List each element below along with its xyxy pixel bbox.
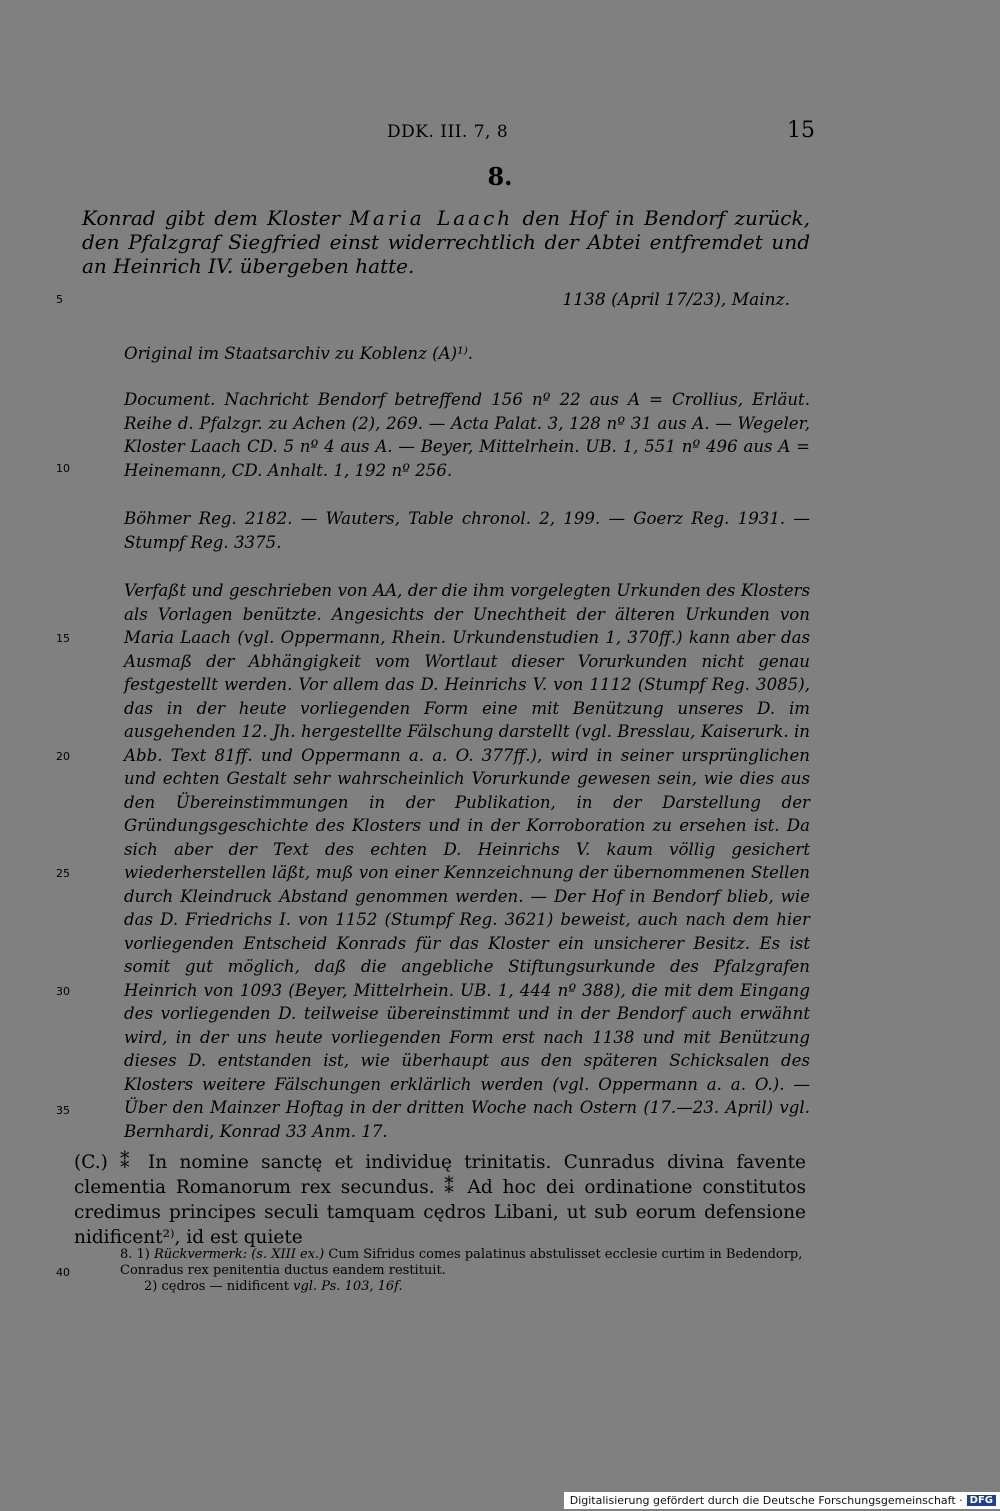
line-number-25: 25: [56, 867, 70, 880]
footnote-2: 2) cędros — nidificent vgl. Ps. 103, 16f.: [144, 1279, 403, 1294]
regest-monastery: Maria Laach: [349, 206, 514, 230]
document-number: 8.: [487, 162, 513, 191]
running-header: DDK. III. 7, 8: [387, 122, 509, 142]
regest-part2: den Hof in Bendorf zurück, den Pfalzgraf Siegfried einst widerrechtlich der Abtei entfremdet und an Heinrich IV. übergeben hatte.: [82, 206, 810, 278]
line-number-20: 20: [56, 750, 70, 763]
regesta-note: Böhmer Reg. 2182. — Wauters, Table chronol. 2, 199. — Goerz Reg. 1931. — Stumpf Reg. 3375.: [124, 509, 810, 552]
line-number-30: 30: [56, 985, 70, 998]
line-number-40: 40: [56, 1266, 70, 1279]
dfg-logo-icon: DFG: [967, 1495, 996, 1506]
line-number-5: 5: [56, 293, 63, 306]
footnote-1: 8. 1) Rückvermerk: (s. XIII ex.) Cum Sifridus comes palatinus abstulisset ecclesie curtim in Bedendorp, Conradus rex penitentia ductus eandem restituit.: [120, 1247, 803, 1278]
commentary: Verfaßt und geschrieben von AA, der die ihm vorgelegten Urkunden des Klosters als Vorlagen benützte. Angesichts der Unechtheit der älteren Urkunden von Maria Laach (vgl. Oppermann, Rhein. Urkundenstudien 1, 370ff.) kann aber das Ausmaß der Abhängigkeit vom Wortlaut dieser Vorurkunden nicht genau festgestellt werden. Vor allem das D. Heinrichs V. von 1112 (Stumpf Reg. 3085), das in der heute vorliegenden Form eine mit Benützung unseres D. im ausgehenden 12. Jh. hergestellte Fälschung darstellt (vgl. Bresslau, Kaiserurk. in Abb. Text 81ff. und Oppermann a. a. O. 377ff.), wird in seiner ursprünglichen und echten Gestalt sehr wahrscheinlich Vorurkunde gewesen sein, wie dies aus den Übereinstimmungen in der Publikation, in der Darstellung der Gründungsgeschichte des Klosters und in der Korroboration zu ersehen ist. Da sich aber der Text des echten D. Heinrichs V. kaum völlig gesichert wiederherstellen läßt, muß von einer Kennzeichnung der übernommenen Stellen durch Kleindruck Abstand genommen werden. — Der Hof in Bendorf blieb, wie das D. Friedrichs I. von 1152 (Stumpf Reg. 3621) beweist, auch nach dem hier vorliegenden Entscheid Konrads für das Kloster ein unsicherer Besitz. Es ist somit gut möglich, daß die angebliche Stiftungsurkunde des Pfalzgrafen Heinrich von 1093 (Beyer, Mittelrhein. UB. 1, 444 nº 388), die mit dem Eingang des vorliegenden D. teilweise übereinstimmt und in der Bendorf auch erwähnt wird, in der uns heute vorliegenden Form erst nach 1138 und mit Benützung dieses D. entstanden ist, wie überhaupt aus den späteren Schicksalen des Klosters weitere Fälschungen erklärlich werden (vgl. Oppermann a. a. O.). — Über den Mainzer Hoftag in der dritten Woche nach Ostern (17.—23. April) vgl. Bernhardi, Konrad 33 Anm. 17.: [124, 581, 810, 1141]
funding-banner: [564, 1492, 1000, 1509]
original-note: Original im Staatsarchiv zu Koblenz (A)¹⁾.: [124, 344, 474, 363]
line-number-35: 35: [56, 1104, 70, 1117]
charter-text: (C.) ⁑ In nomine sanctę et individuę trinitatis. Cunradus divina favente clementia Romanorum rex secundus. ⁑ Ad hoc dei ordinatione constitutos credimus principes seculi tamquam cędros Libani, ut sub eorum defensione nidificent²⁾, id est quiete: [74, 1152, 806, 1248]
funding-text: Digitalisierung gefördert durch die Deutsche Forschungsgemeinschaft ·: [569, 1494, 963, 1507]
footnotes: [120, 1247, 806, 1295]
line-number-15: 15: [56, 632, 70, 645]
date-line: 1138 (April 17/23), Mainz.: [562, 290, 790, 310]
page-number: 15: [787, 118, 815, 143]
regest: [82, 206, 810, 278]
editions-note: Document. Nachricht Bendorf betreffend 156 nº 22 aus A = Crollius, Erläut. Reihe d. Pfalzgr. zu Achen (2), 269. — Acta Palat. 3, 128 nº 31 aus A. — Wegeler, Kloster Laach CD. 5 nº 4 aus A. — Beyer, Mittelrhein. UB. 1, 551 nº 496 aus A = Heinemann, CD. Anhalt. 1, 192 nº 256.: [124, 390, 810, 480]
line-number-10: 10: [56, 462, 70, 475]
regest-part1: Konrad gibt dem Kloster: [82, 206, 350, 230]
